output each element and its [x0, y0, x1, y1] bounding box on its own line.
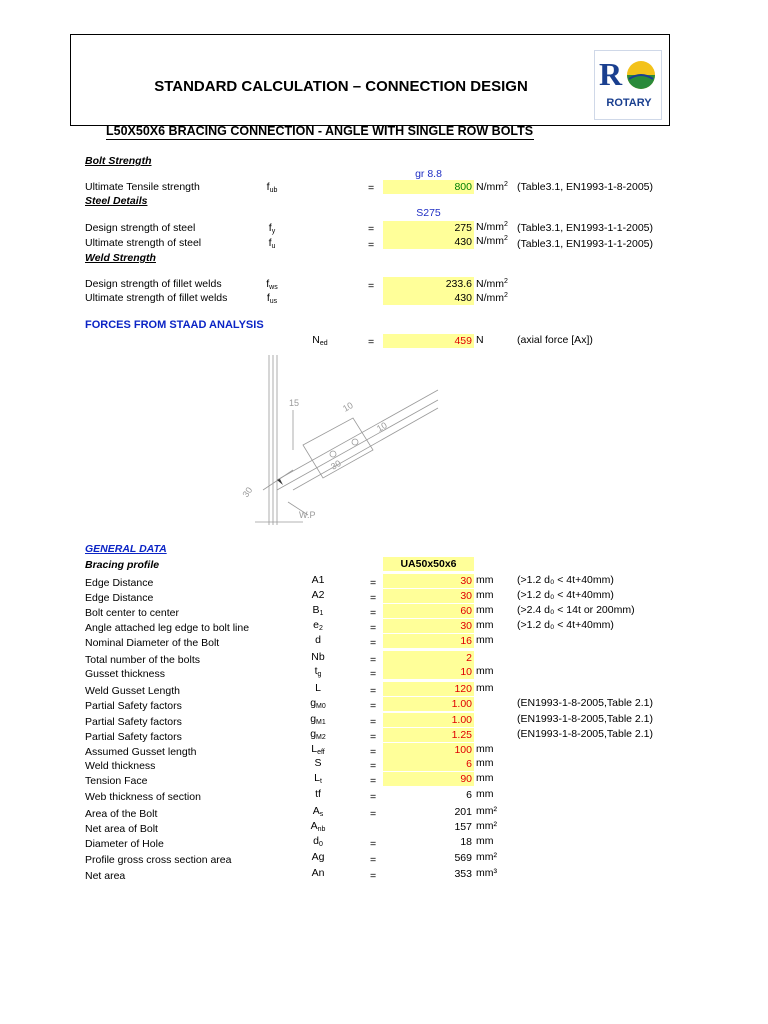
symbol-ned: $N_{ed}$	[312, 334, 328, 347]
row-value[interactable]: 120	[383, 682, 474, 696]
row-unit: mm	[476, 682, 494, 694]
row-unit: mm	[476, 589, 494, 601]
work-point-label: W.P	[299, 510, 316, 520]
bracing-profile-value[interactable]: UA50x50x6	[383, 557, 474, 571]
equals: =	[370, 592, 377, 604]
row-label: Total number of the bolts	[85, 654, 200, 666]
row-label: Bolt center to center	[85, 607, 179, 619]
row-label: Weld thickness	[85, 760, 156, 772]
row-value[interactable]: 353	[454, 868, 472, 880]
dim-15: 15	[289, 398, 300, 408]
symbol-fub: $f_{ub}$	[266, 181, 278, 194]
dim-10b: 10	[375, 420, 389, 434]
row-unit: mm	[476, 665, 494, 677]
row-symbol: $f_{us}$	[266, 292, 278, 305]
row-unit: mm²	[476, 851, 497, 863]
unit: N	[476, 334, 484, 346]
row-reference: (EN1993-1-8-2005,Table 2.1)	[517, 713, 653, 725]
row-symbol: $L_{eff}$	[311, 743, 325, 756]
weld-strength-heading: Weld Strength	[85, 252, 156, 264]
bolt-strength-heading: Bolt Strength	[85, 155, 152, 167]
dim-30: 30	[329, 458, 343, 472]
row-unit: mm	[476, 743, 494, 755]
row-value[interactable]: 18	[460, 836, 472, 848]
row-label: Angle attached leg edge to bolt line	[85, 622, 250, 634]
row-unit: mm	[476, 757, 494, 769]
unit: $N/mm^2$	[476, 278, 508, 290]
row-label: Area of the Bolt	[85, 808, 158, 820]
row-symbol: A2	[311, 589, 325, 601]
logo-text: ROTARY	[606, 97, 652, 109]
row-symbol: $t_g$	[314, 665, 322, 678]
row-symbol: $e_2$	[313, 619, 323, 632]
row-symbol: $B_1$	[312, 604, 324, 617]
row-symbol: $g_{M0}$	[310, 697, 326, 710]
row-reference: (>1.2 d₀ < 4t+40mm)	[517, 619, 614, 631]
row-label: Partial Safety factors	[85, 700, 182, 712]
value-fy[interactable]: 275	[383, 221, 474, 235]
row-symbol: $d_0$	[313, 835, 323, 848]
row-unit: mm	[476, 772, 494, 784]
reference: (Table3.1, EN1993-1-1-2005)	[517, 222, 653, 234]
svg-text:R: R	[599, 56, 623, 92]
row-reference: (EN1993-1-8-2005,Table 2.1)	[517, 697, 653, 709]
row-label: Gusset thickness	[85, 668, 165, 680]
reference: (axial force [Ax])	[517, 334, 593, 346]
row-unit: mm	[476, 604, 494, 616]
bracing-profile-label: Bracing profile	[85, 559, 160, 571]
row-value[interactable]: 60	[383, 604, 474, 618]
equals: =	[370, 791, 377, 803]
value-fus[interactable]: 430	[383, 291, 474, 305]
row-value[interactable]: 100	[383, 743, 474, 757]
value-fu[interactable]: 430	[383, 235, 474, 249]
row-label: Net area	[85, 870, 126, 882]
equals: =	[368, 239, 375, 251]
row-value[interactable]: 30	[383, 574, 474, 588]
section-title: L50X50X6 BRACING CONNECTION - ANGLE WITH SINGLE ROW BOLTS	[106, 124, 534, 138]
row-symbol: $A_{nb}$	[310, 820, 326, 833]
row-symbol: $f_y$	[268, 222, 276, 235]
equals: =	[370, 775, 377, 787]
row-label: Ultimate strength of fillet welds	[85, 292, 228, 304]
row-label: Assumed Gusset length	[85, 746, 197, 758]
equals: =	[370, 654, 377, 666]
value-fub[interactable]: 800	[383, 180, 474, 194]
row-symbol: $g_{M1}$	[310, 713, 326, 726]
equals: =	[370, 685, 377, 697]
row-reference: (EN1993-1-8-2005,Table 2.1)	[517, 728, 653, 740]
value-ned[interactable]: 459	[383, 334, 474, 348]
equals: =	[368, 182, 375, 194]
row-symbol: tf	[315, 788, 321, 800]
connection-drawing	[233, 350, 443, 530]
row-label: Partial Safety factors	[85, 716, 182, 728]
unit: $N/mm^2$	[476, 235, 508, 247]
row-value[interactable]: 30	[383, 589, 474, 603]
equals: =	[370, 607, 377, 619]
equals: =	[370, 700, 377, 712]
label-ultimate-tensile: Ultimate Tensile strength	[85, 181, 200, 193]
row-unit: mm²	[476, 820, 497, 832]
row-label: Partial Safety factors	[85, 731, 182, 743]
row-label: Tension Face	[85, 775, 148, 787]
equals: =	[370, 731, 377, 743]
general-data-heading: GENERAL DATA	[85, 543, 167, 555]
row-value[interactable]: 1.00	[383, 713, 474, 727]
row-label: Diameter of Hole	[85, 838, 164, 850]
row-value[interactable]: 90	[383, 772, 474, 786]
row-value[interactable]: 569	[454, 852, 472, 864]
row-value[interactable]: 6	[466, 789, 472, 801]
bolt-grade: gr 8.8	[415, 168, 442, 180]
row-value[interactable]: 16	[383, 634, 474, 648]
equals: =	[370, 577, 377, 589]
row-symbol: $L_t$	[314, 772, 322, 785]
row-symbol: $A_s$	[312, 805, 324, 818]
equals: =	[370, 637, 377, 649]
row-label: Ultimate strength of steel	[85, 237, 202, 249]
row-symbol: $f_u$	[268, 237, 276, 250]
row-symbol: $g_{M2}$	[310, 728, 326, 741]
forces-heading: FORCES FROM STAAD ANALYSIS	[85, 319, 264, 331]
row-symbol: S	[314, 757, 322, 769]
row-value[interactable]: 1.00	[383, 697, 474, 711]
equals: =	[370, 854, 377, 866]
equals: =	[370, 716, 377, 728]
row-label: Web thickness of section	[85, 791, 201, 803]
dim-10a: 10	[341, 400, 355, 414]
steel-details-heading: Steel Details	[85, 195, 148, 207]
row-label: Edge Distance	[85, 577, 154, 589]
row-symbol: L	[315, 682, 321, 694]
row-unit: mm	[476, 835, 494, 847]
row-label: Design strength of fillet welds	[85, 278, 222, 290]
reference: (Table3.1, EN1993-1-8-2005)	[517, 181, 653, 193]
row-unit: mm	[476, 788, 494, 800]
unit: $N/mm^2$	[476, 221, 508, 233]
row-value[interactable]: 30	[383, 619, 474, 633]
dim-30-left: 30	[240, 485, 255, 500]
equals: =	[370, 668, 377, 680]
row-label: Design strength of steel	[85, 222, 196, 234]
row-reference: (>1.2 d₀ < 4t+40mm)	[517, 589, 614, 601]
equals: =	[368, 336, 375, 348]
row-unit: mm	[476, 619, 494, 631]
row-value[interactable]: 2	[383, 651, 474, 665]
row-symbol: d	[315, 634, 321, 646]
page-title: STANDARD CALCULATION – CONNECTION DESIGN	[154, 78, 528, 95]
row-unit: mm	[476, 574, 494, 586]
value-fws[interactable]: 233.6	[383, 277, 474, 291]
row-value[interactable]: 157	[454, 821, 472, 833]
row-label: Weld Gusset Length	[85, 685, 180, 697]
header-box	[70, 34, 670, 126]
equals: =	[370, 808, 377, 820]
row-symbol: Nb	[311, 651, 325, 663]
row-unit: mm	[476, 634, 494, 646]
equals: =	[370, 760, 377, 772]
equals: =	[370, 870, 377, 882]
row-value[interactable]: 201	[454, 806, 472, 818]
row-unit: mm³	[476, 867, 497, 879]
equals: =	[370, 622, 377, 634]
row-symbol: Ag	[311, 851, 325, 863]
equals: =	[370, 746, 377, 758]
unit: $N/mm^2$	[476, 292, 508, 304]
row-label: Edge Distance	[85, 592, 154, 604]
row-label: Net area of Bolt	[85, 823, 158, 835]
equals: =	[370, 838, 377, 850]
row-symbol: A1	[311, 574, 325, 586]
row-value[interactable]: 10	[383, 665, 474, 679]
equals: =	[368, 223, 375, 235]
row-reference: (>2.4 d₀ < 14t or 200mm)	[517, 604, 635, 616]
row-symbol: $f_{ws}$	[266, 278, 278, 291]
unit: $N/mm^2$	[476, 181, 508, 193]
row-value[interactable]: 1.25	[383, 728, 474, 742]
rotary-logo	[594, 50, 662, 120]
row-unit: mm²	[476, 805, 497, 817]
reference: (Table3.1, EN1993-1-1-2005)	[517, 238, 653, 250]
equals: =	[368, 280, 375, 292]
row-symbol: An	[311, 867, 325, 879]
row-value[interactable]: 6	[383, 757, 474, 771]
row-label: Nominal Diameter of the Bolt	[85, 637, 220, 649]
row-reference: (>1.2 d₀ < 4t+40mm)	[517, 574, 614, 586]
row-label: Profile gross cross section area	[85, 854, 232, 866]
steel-grade: S275	[416, 207, 441, 219]
